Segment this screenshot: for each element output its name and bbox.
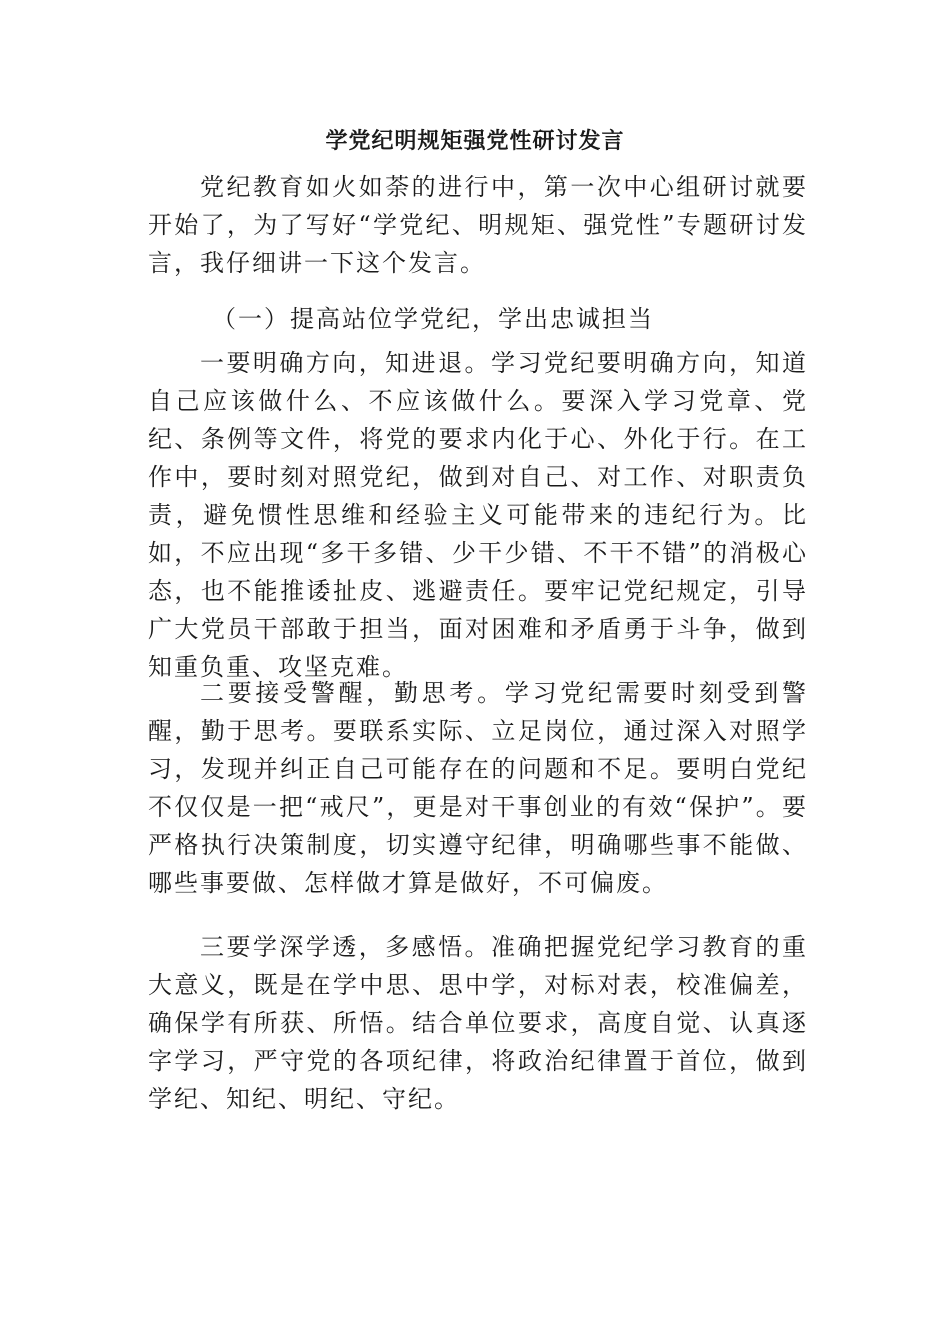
intro-paragraph — [148, 168, 808, 282]
paragraph-2 — [148, 674, 808, 902]
paragraph-1-text: 一要明确方向，知进退。学习党纪要明确方向，知道自己应该做什么、不应该做什么。要深入学习党章、党纪、条例等文件，将党的要求内化于心、外化于行。在工作中，要时刻对照党纪，做到对自己、对工作、对职责负责，避免惯性思维和经验主义可能带来的违纪行为。比如，不应出现“多干多错、少干少错、不干不错”的消极心态，也不能推诿扯皮、逃避责任。要牢记党纪规定，引导广大党员干部敢于担当，面对困难和矛盾勇于斗争，做到知重负重、攻坚克难。 — [148, 349, 808, 681]
intro-text: 党纪教育如火如荼的进行中，第一次中心组研讨就要开始了，为了写好“学党纪、明规矩、强党性”专题研讨发言，我仔细讲一下这个发言。 — [148, 173, 808, 277]
paragraph-2-text: 二要接受警醒，勤思考。学习党纪需要时刻受到警醒，勤于思考。要联系实际、立足岗位，通过深入对照学习，发现并纠正自己可能存在的问题和不足。要明白党纪不仅仅是一把“戒尺”，更是对干事创业的有效“保护”。要严格执行决策制度，切实遵守纪律，明确哪些事不能做、哪些事要做、怎样做才算是做好，不可偏废。 — [148, 679, 808, 897]
section-heading-1: （一）提高站位学党纪，学出忠诚担当 — [212, 305, 654, 333]
paragraph-1 — [148, 344, 808, 686]
document-title: 学党纪明规矩强党性研讨发言 — [325, 128, 625, 154]
paragraph-3-text: 三要学深学透，多感悟。准确把握党纪学习教育的重大意义，既是在学中思、思中学，对标对表，校准偏差，确保学有所获、所悟。结合单位要求，高度自觉、认真逐字学习，严守党的各项纪律，将政治纪律置于首位，做到学纪、知纪、明纪、守纪。 — [148, 933, 808, 1113]
paragraph-3 — [148, 928, 808, 1118]
